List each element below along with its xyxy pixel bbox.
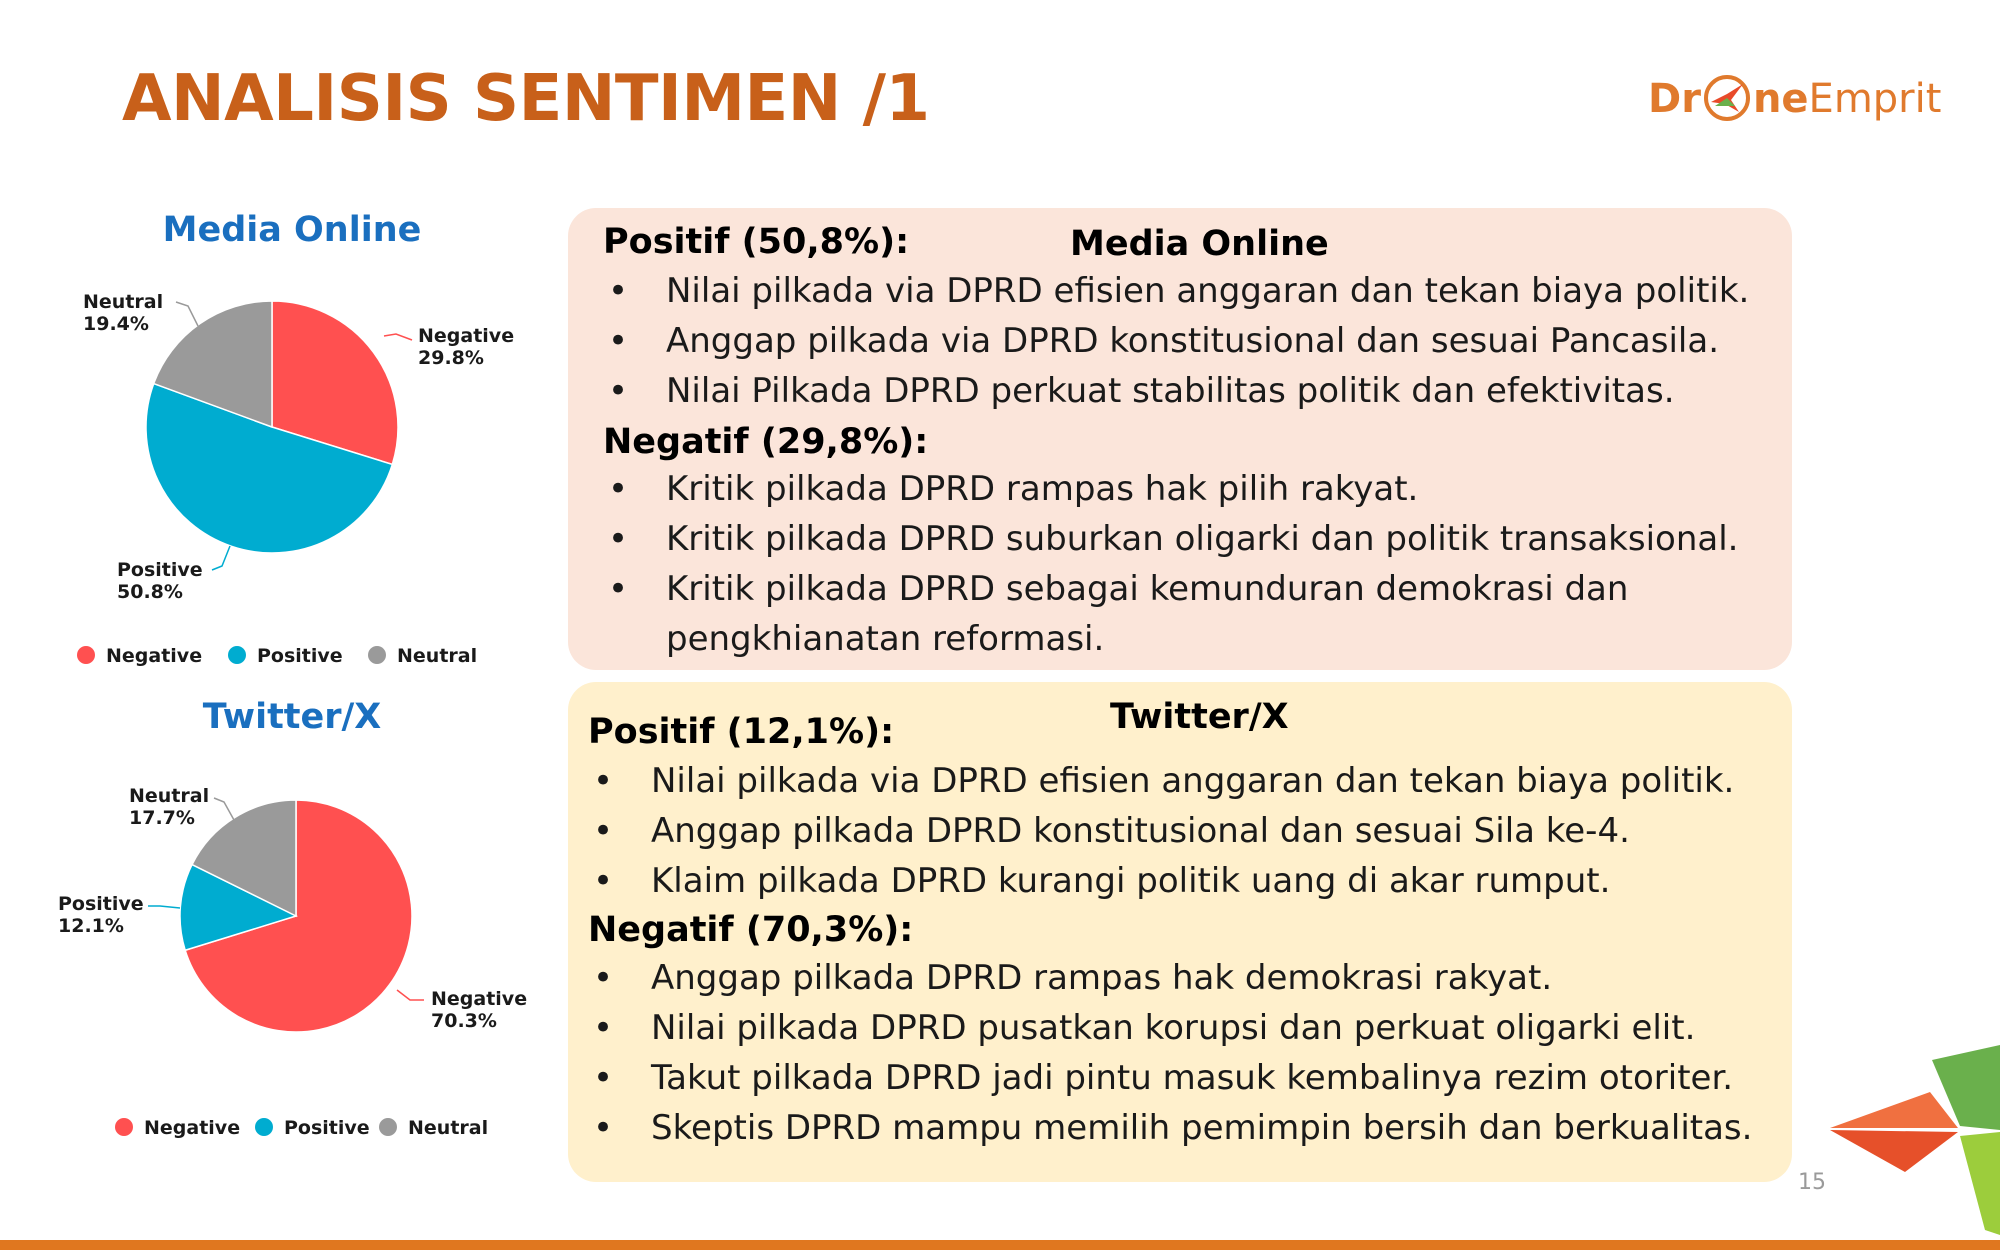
bullet-item — [666, 616, 1104, 662]
bullet-text: Anggap pilkada DPRD rampas hak demokrasi rakyat. — [651, 958, 1553, 998]
legend-dot-icon — [255, 1118, 273, 1136]
twitter-negative-heading: Negatif (70,3%): — [588, 910, 914, 950]
bullet-icon: • — [593, 1008, 614, 1048]
bullet-icon: • — [593, 1108, 614, 1148]
pie-label-category: Positive — [58, 893, 144, 915]
bullet-text: Kritik pilkada DPRD suburkan oligarki dan politik transaksional. — [666, 519, 1739, 559]
bullet-text: Klaim pilkada DPRD kurangi politik uang di akar rumput. — [651, 861, 1611, 901]
chart-title-twitter: Twitter/X — [202, 697, 382, 737]
bullet-text: Anggap pilkada via DPRD konstitusional dan sesuai Pancasila. — [666, 321, 1720, 361]
bullet-icon: • — [608, 519, 629, 559]
chart-title-media-online: Media Online — [162, 210, 422, 250]
legend-dot-icon — [77, 646, 95, 664]
legend-dot-icon — [115, 1118, 133, 1136]
twitter-box-title: Twitter/X — [1110, 697, 1289, 737]
bullet-text: Nilai pilkada DPRD pusatkan korupsi dan perkuat oligarki elit. — [651, 1008, 1696, 1048]
bullet-item — [608, 318, 1720, 364]
bullet-icon: • — [593, 761, 614, 801]
logo-text-emprit: Emprit — [1808, 76, 1942, 122]
pie-label-value: 19.4% — [83, 313, 149, 335]
legend-label: Negative — [144, 1117, 241, 1139]
bullet-text: Nilai pilkada via DPRD efisien anggaran dan tekan biaya politik. — [666, 271, 1750, 311]
drone-emprit-logo — [1648, 72, 1941, 124]
bullet-item — [608, 268, 1750, 314]
logo-text-dr: Dr — [1648, 76, 1701, 122]
legend-label: Negative — [106, 645, 203, 667]
pie-label-value: 17.7% — [129, 807, 195, 829]
bullet-item — [593, 1105, 1753, 1151]
legend-dot-icon — [228, 646, 246, 664]
bullet-item — [593, 955, 1553, 1001]
pie-label-value: 50.8% — [117, 581, 183, 603]
bullet-item — [608, 368, 1675, 414]
bottom-bar — [0, 1240, 2000, 1250]
legend-label: Neutral — [397, 645, 478, 667]
bullet-item — [593, 808, 1630, 854]
bullet-icon: • — [593, 958, 614, 998]
media-online-box-title: Media Online — [1070, 224, 1329, 264]
bullet-text: Nilai pilkada via DPRD efisien anggaran dan tekan biaya politik. — [651, 761, 1735, 801]
pie-label-value: 70.3% — [431, 1010, 497, 1032]
leader-line — [214, 798, 234, 820]
media-online-negative-heading: Negatif (29,8%): — [603, 422, 929, 462]
pie-label-category: Negative — [431, 988, 528, 1010]
bullet-item — [593, 1005, 1696, 1051]
bullet-text: pengkhianatan reformasi. — [666, 619, 1105, 659]
bullet-item — [608, 466, 1419, 512]
bullet-text: Kritik pilkada DPRD sebagai kemunduran demokrasi dan — [666, 569, 1629, 609]
pie-label-value: 12.1% — [58, 915, 124, 937]
bullet-icon: • — [608, 469, 629, 509]
drone-logo-icon — [1701, 72, 1753, 124]
leader-line — [176, 302, 198, 326]
legend-label: Neutral — [408, 1117, 489, 1139]
pie-label-category: Positive — [117, 559, 203, 581]
bullet-item — [608, 566, 1629, 612]
bullet-item — [593, 1055, 1734, 1101]
bullet-text: Takut pilkada DPRD jadi pintu masuk kembalinya rezim otoriter. — [651, 1058, 1734, 1098]
bullet-icon: • — [608, 271, 629, 311]
bullet-icon: • — [608, 569, 629, 609]
pie-label-category: Negative — [418, 325, 515, 347]
bullet-text: Kritik pilkada DPRD rampas hak pilih rakyat. — [666, 469, 1419, 509]
media-online-positive-heading: Positif (50,8%): — [603, 222, 910, 262]
page-number: 15 — [1798, 1170, 1826, 1195]
bullet-icon: • — [608, 321, 629, 361]
leader-line — [148, 906, 180, 908]
bullet-text: Skeptis DPRD mampu memilih pemimpin bersih dan berkualitas. — [651, 1108, 1753, 1148]
legend-label: Positive — [284, 1117, 370, 1139]
legend-label: Positive — [257, 645, 343, 667]
bullet-text: Anggap pilkada DPRD konstitusional dan sesuai Sila ke-4. — [651, 811, 1630, 851]
bullet-icon: • — [593, 811, 614, 851]
pie-label-value: 29.8% — [418, 347, 484, 369]
bullet-icon: • — [593, 861, 614, 901]
legend-dot-icon — [379, 1118, 397, 1136]
page-title: ANALISIS SENTIMEN /1 — [122, 62, 930, 136]
pie-label-category: Neutral — [129, 785, 210, 807]
bullet-icon: • — [593, 1058, 614, 1098]
legend-dot-icon — [368, 646, 386, 664]
bullet-text: Nilai Pilkada DPRD perkuat stabilitas politik dan efektivitas. — [666, 371, 1675, 411]
pie-charts — [0, 0, 560, 1250]
leader-line — [384, 334, 412, 340]
bullet-item — [593, 758, 1735, 804]
logo-text-ne: ne — [1752, 76, 1809, 122]
bullet-item — [593, 858, 1611, 904]
twitter-positive-heading: Positif (12,1%): — [588, 712, 895, 752]
leader-line — [212, 546, 230, 570]
bullet-item — [608, 516, 1739, 562]
pie-label-category: Neutral — [83, 291, 164, 313]
leader-line — [397, 990, 424, 1000]
bullet-icon: • — [608, 371, 629, 411]
